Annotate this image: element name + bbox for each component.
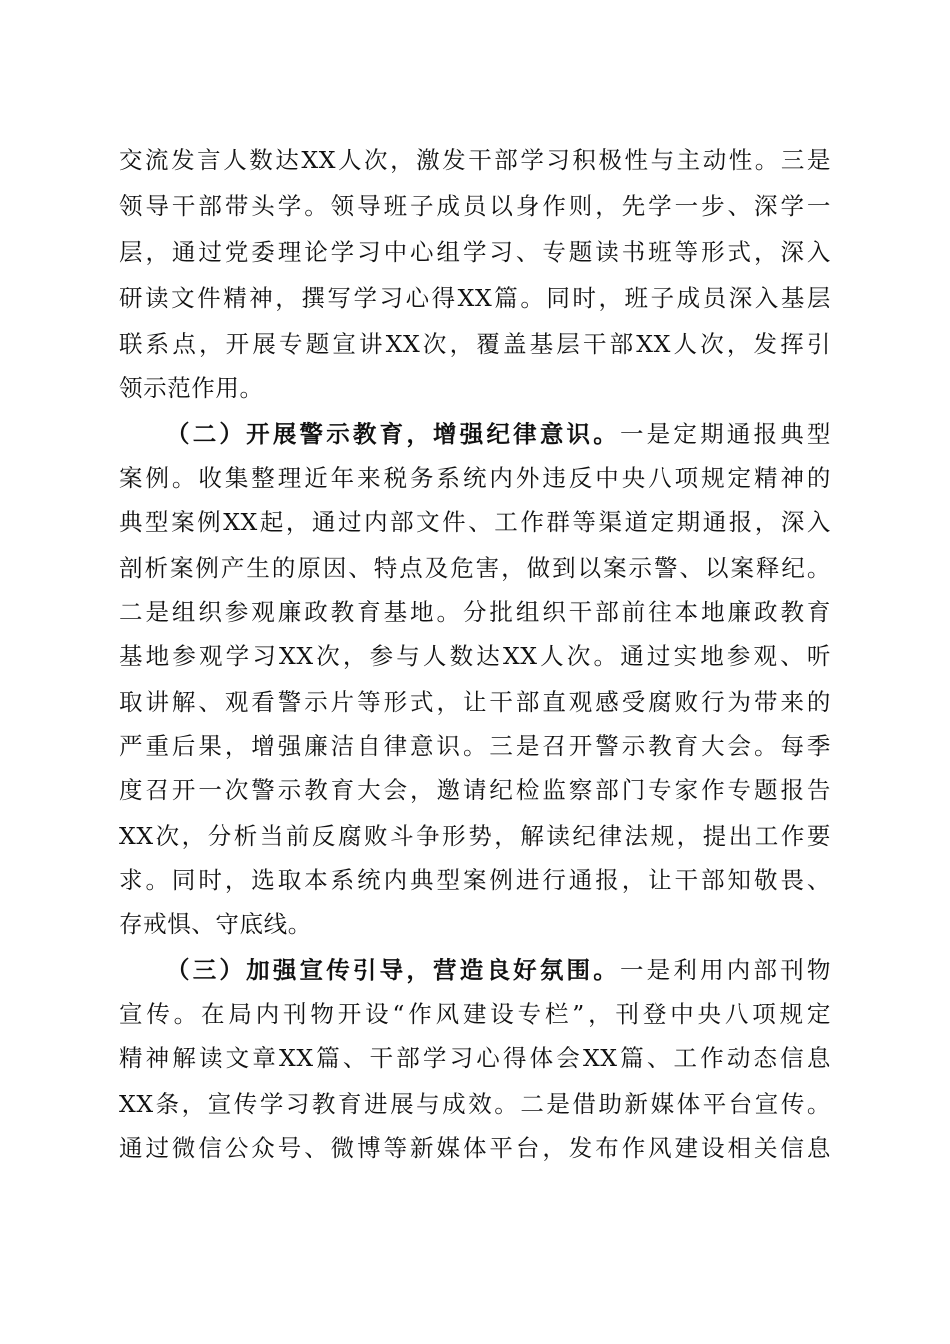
section-first-line <box>166 948 831 992</box>
section-first-line-rest: 一是定期通报典型 <box>619 420 831 448</box>
body-line: 取讲解、观看警示片等形式，让干部直观感受腐败行为带来的 <box>119 688 831 716</box>
body-line: 宣传。在局内刊物开设“作风建设专栏”，刊登中央八项规定 <box>119 1000 831 1028</box>
section-first-line-rest: 一是利用内部刊物 <box>619 956 831 984</box>
section-heading: （二）开展警示教育，增强纪律意识。 <box>166 420 620 448</box>
body-line: 二是组织参观廉政教育基地。分批组织干部前往本地廉政教育 <box>119 598 831 626</box>
body-line: 研读文件精神，撰写学习心得XX篇。同时，班子成员深入基层 <box>119 284 831 312</box>
body-line: 严重后果，增强廉洁自律意识。三是召开警示教育大会。每季 <box>119 732 831 760</box>
body-line: 基地参观学习XX次，参与人数达XX人次。通过实地参观、听 <box>119 642 831 670</box>
body-line: 领导干部带头学。领导班子成员以身作则，先学一步、深学一 <box>119 192 831 220</box>
body-line: 存戒惧、守底线。 <box>119 910 312 938</box>
body-line: 案例。收集整理近年来税务系统内外违反中央八项规定精神的 <box>119 464 831 492</box>
body-line: 求。同时，选取本系统内典型案例进行通报，让干部知敬畏、 <box>119 866 831 894</box>
body-line: 通过微信公众号、微博等新媒体平台，发布作风建设相关信息 <box>119 1134 831 1162</box>
section-heading: （三）加强宣传引导，营造良好氛围。 <box>166 956 620 984</box>
body-line: 交流发言人数达XX人次，激发干部学习积极性与主动性。三是 <box>119 146 831 174</box>
body-line: 度召开一次警示教育大会，邀请纪检监察部门专家作专题报告 <box>119 776 831 804</box>
body-line: 层，通过党委理论学习中心组学习、专题读书班等形式，深入 <box>119 238 831 266</box>
body-line: 精神解读文章XX篇、干部学习心得体会XX篇、工作动态信息 <box>119 1044 831 1072</box>
body-line: 联系点，开展专题宣讲XX次，覆盖基层干部XX人次，发挥引 <box>119 330 831 358</box>
section-first-line <box>166 412 831 456</box>
body-line: XX条，宣传学习教育进展与成效。二是借助新媒体平台宣传。 <box>119 1090 831 1118</box>
body-line: 领示范作用。 <box>119 374 264 402</box>
body-line: 典型案例XX起，通过内部文件、工作群等渠道定期通报，深入 <box>119 508 831 536</box>
body-line: XX次，分析当前反腐败斗争形势，解读纪律法规，提出工作要 <box>119 822 831 850</box>
body-line: 剖析案例产生的原因、特点及危害，做到以案示警、以案释纪。 <box>119 554 831 582</box>
